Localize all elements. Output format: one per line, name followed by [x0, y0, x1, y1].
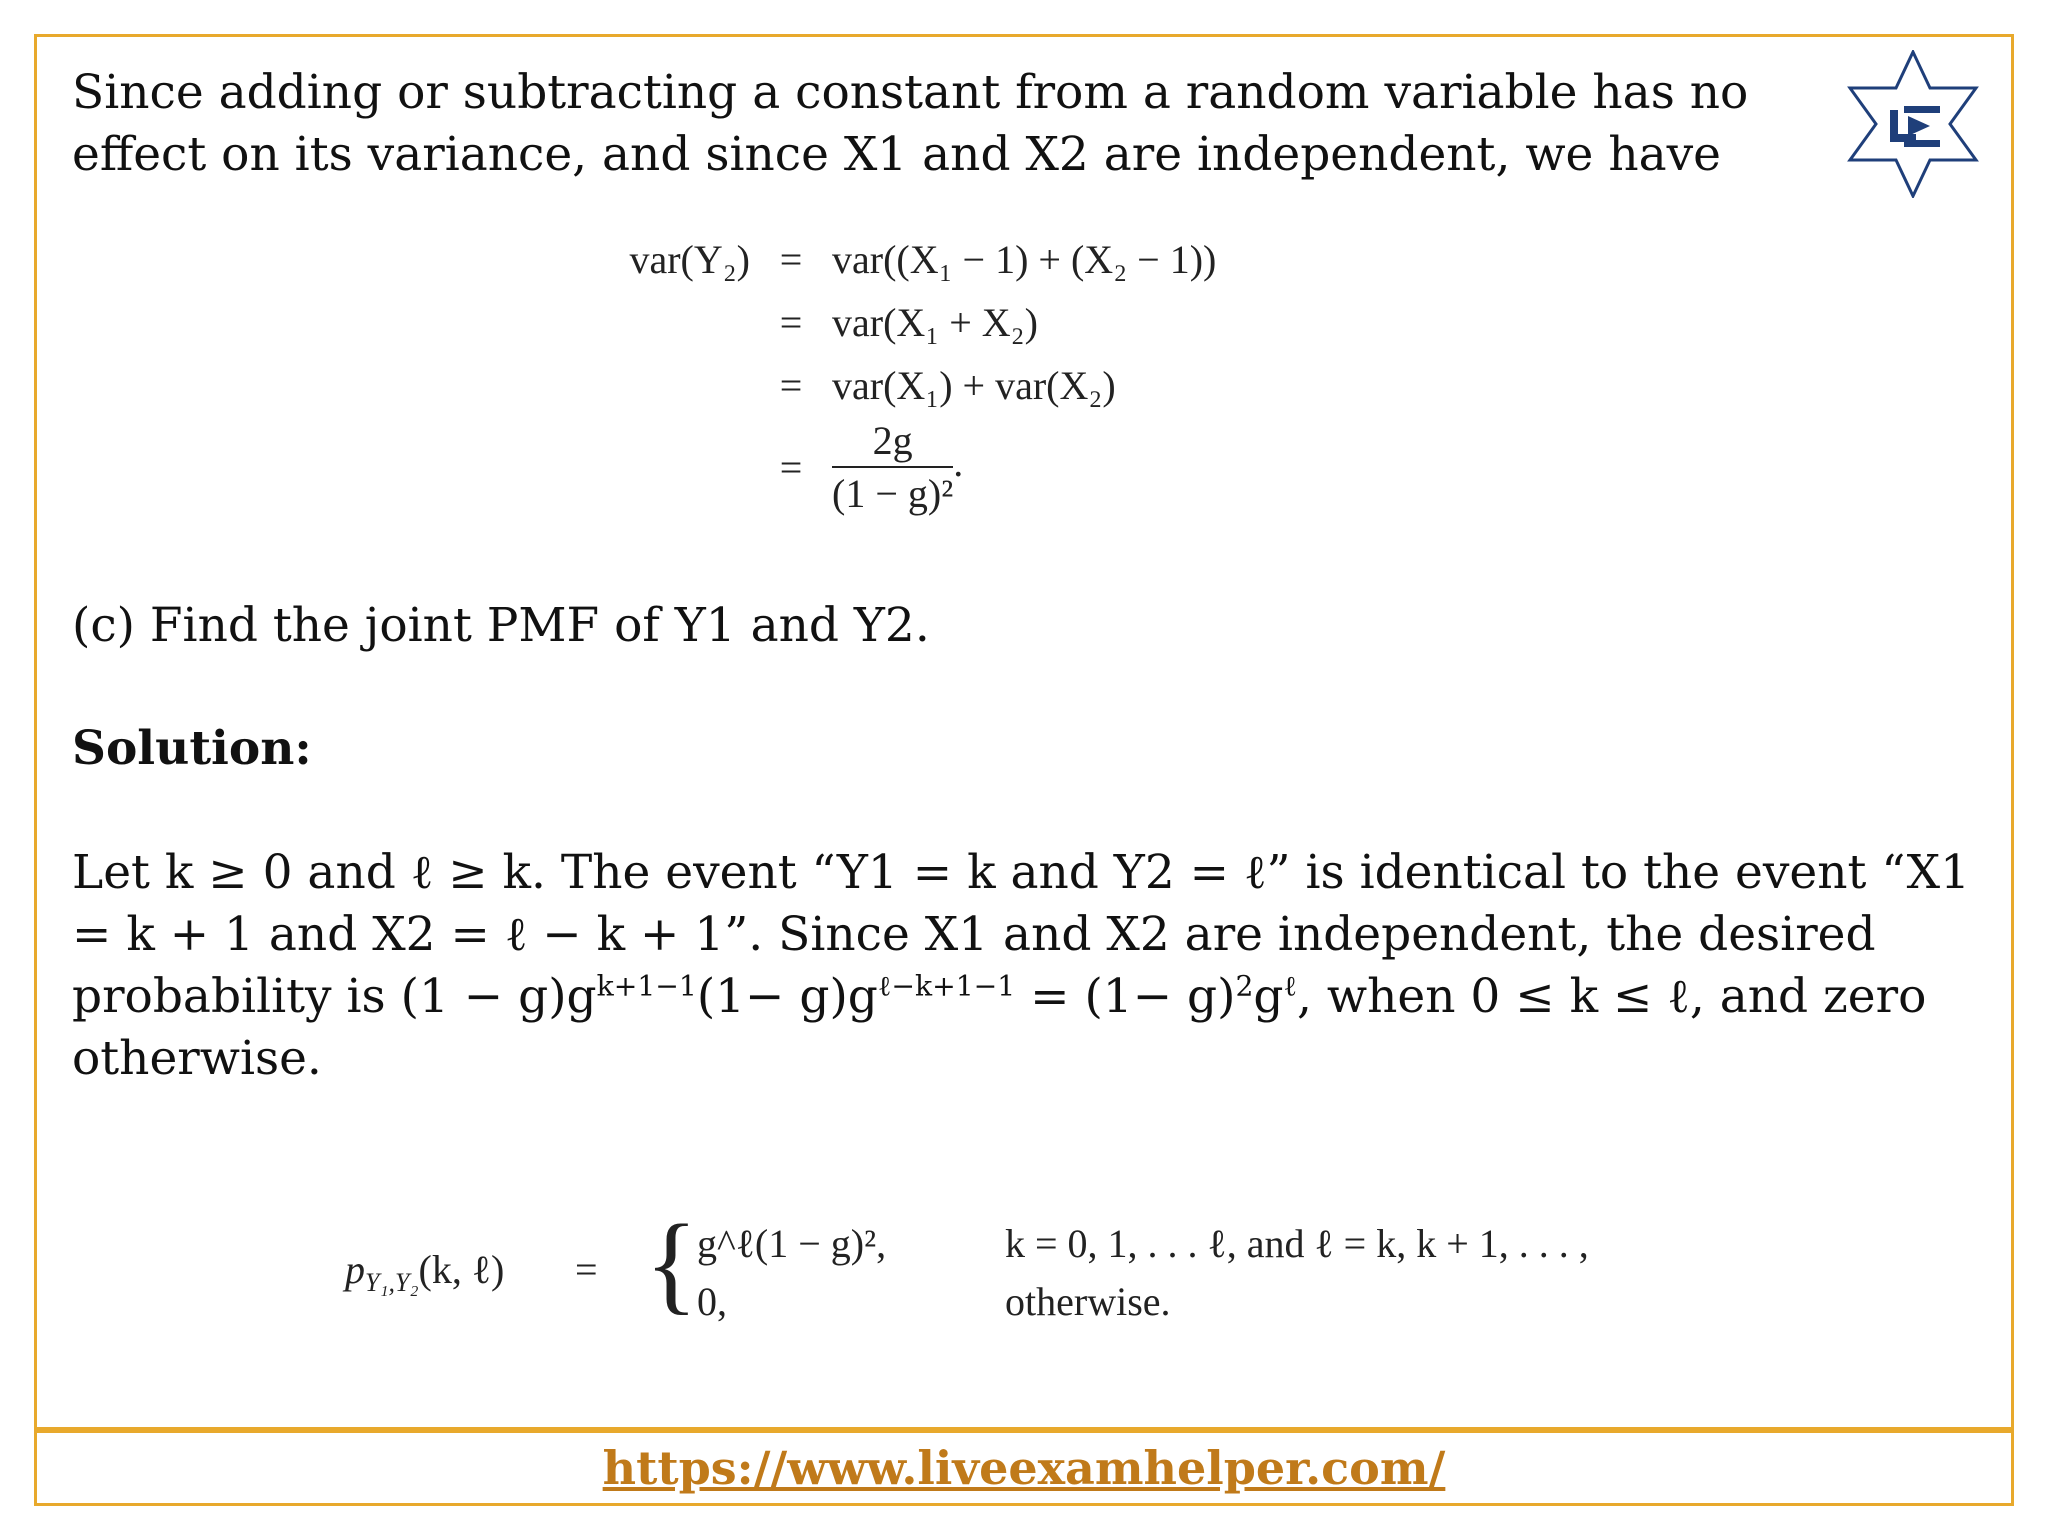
variance-line-1: var((X₁ − 1) + (X₂ − 1)): [832, 237, 1217, 282]
intro-paragraph: Since adding or subtracting a constant from a random variable has no effect on its variance, and since X1 and X2 are independent, we have: [72, 65, 1749, 182]
variance-lhs: var(Y₂): [629, 237, 750, 282]
cases-brace: {: [645, 1202, 698, 1324]
variance-derivation: [585, 228, 1216, 517]
variance-line-2: var(X₁ + X₂): [832, 300, 1038, 345]
variance-line-3: var(X₁) + var(X₂): [832, 363, 1116, 408]
pmf-equals: =: [575, 1247, 598, 1292]
equals-sign: =: [779, 444, 803, 490]
pmf-case-2-value: 0,: [697, 1279, 727, 1324]
question-c: (c) Find the joint PMF of Y1 and Y2.: [72, 598, 930, 653]
solution-heading: Solution:: [72, 721, 312, 776]
fraction-numerator: 2g: [832, 417, 953, 468]
pmf-case-2-condition: otherwise.: [1005, 1279, 1171, 1324]
pmf-case-1-value: g^ℓ(1 − g)²,: [697, 1221, 887, 1266]
footer-bar: [34, 1430, 2014, 1506]
variance-fraction: [832, 417, 953, 517]
liveexamhelper-logo: [1846, 50, 1980, 198]
footer-link[interactable]: https://www.liveexamhelper.com/: [602, 1441, 1446, 1495]
pmf-case-1-condition: k = 0, 1, . . . ℓ, and ℓ = k, k + 1, . . . ,: [1005, 1221, 1589, 1266]
pmf-lhs: $p_{Y_1,Y_2}(k$, ℓ): [345, 1247, 505, 1297]
equals-sign: =: [779, 237, 803, 282]
solution-paragraph: Let k ≥ 0 and ℓ ≥ k. The event “Y1 = k and Y2 = ℓ” is identical to the event “X1 = k + 1 and X2 = ℓ − k + 1”. Since X1 and X2 are independent, the desired probability is $(1 - g)g^{k+1-1}(1- g)g^{\ell-k+1-1} = (1- g)^2g^\ell$, when 0 ≤ k ≤ ℓ, and zero otherwise.: [72, 845, 1971, 1086]
equals-sign: =: [779, 363, 803, 408]
fraction-denominator: (1 − g)²: [832, 471, 954, 516]
equals-sign: =: [779, 300, 803, 345]
fraction-period: .: [953, 440, 964, 486]
